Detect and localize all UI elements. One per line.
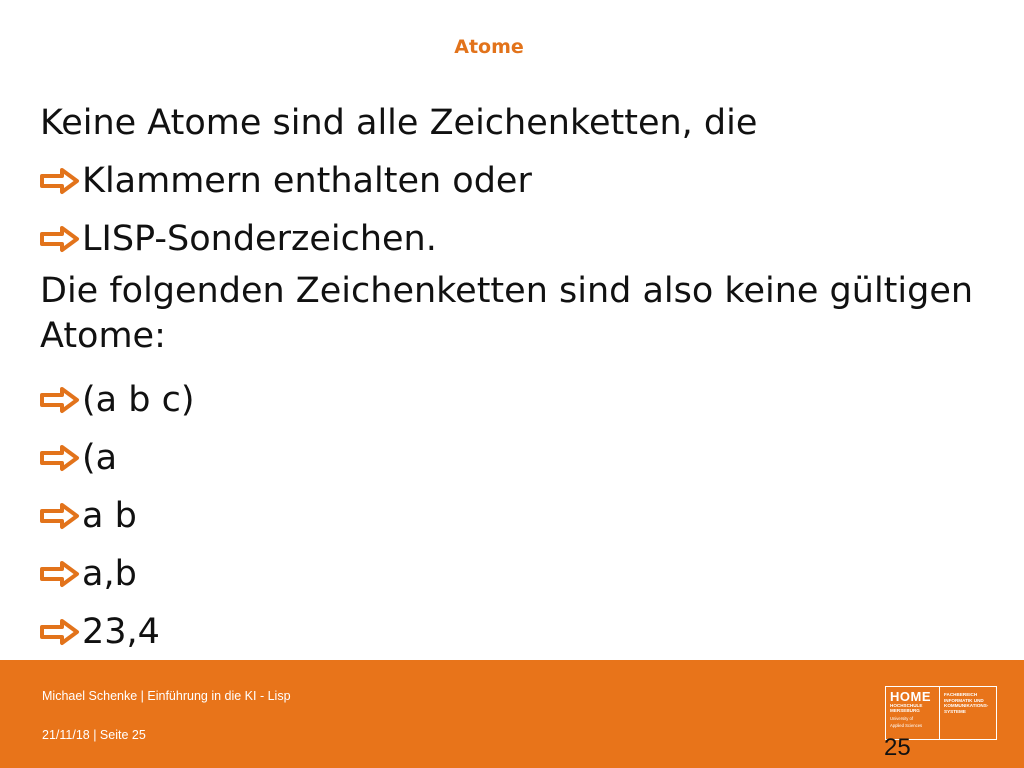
logo-department-block bbox=[940, 687, 996, 739]
bullet-text: (a bbox=[82, 438, 118, 478]
footer-bar bbox=[0, 660, 1024, 768]
bullet-item bbox=[40, 487, 980, 545]
logo-dept-line: FACHBEREICH bbox=[944, 692, 978, 697]
bullet-item bbox=[40, 429, 980, 487]
university-logo bbox=[885, 686, 997, 740]
arrow-right-icon bbox=[40, 618, 80, 646]
arrow-right-icon bbox=[40, 225, 80, 253]
logo-dept-line: KOMMUNIKATIONS- bbox=[944, 703, 989, 709]
arrow-right-icon bbox=[40, 560, 80, 588]
footer-date-page: 21/11/18 | Seite 25 bbox=[42, 728, 146, 742]
content-line-2: Die folgenden Zeichenketten sind also keine gültigen Atome: bbox=[40, 271, 974, 356]
logo-school-line: HOCHSCHULE bbox=[890, 703, 923, 708]
bullet-text: (a b c) bbox=[82, 380, 195, 420]
arrow-right-icon bbox=[40, 386, 80, 414]
bullet-text: 23,4 bbox=[82, 612, 160, 652]
slide-title: Atome bbox=[454, 36, 524, 58]
bullet-item bbox=[40, 371, 980, 429]
bullet-text: LISP-Sonderzeichen. bbox=[82, 219, 437, 259]
logo-tagline: University of bbox=[890, 715, 914, 721]
bullet-text: Klammern enthalten oder bbox=[82, 161, 532, 201]
bullet-item bbox=[40, 152, 980, 210]
bullet-item bbox=[40, 545, 980, 603]
arrow-right-icon bbox=[40, 167, 80, 195]
bullet-item bbox=[40, 603, 980, 661]
logo-school-line: MERSEBURG bbox=[890, 708, 920, 714]
logo-brand: HOME bbox=[890, 689, 931, 704]
arrow-right-icon bbox=[40, 444, 80, 472]
bullet-text: a b bbox=[82, 496, 137, 536]
arrow-right-icon bbox=[40, 502, 80, 530]
bullet-text: a,b bbox=[82, 554, 137, 594]
content-line-1: Keine Atome sind alle Zeichenketten, die bbox=[40, 103, 758, 143]
slide-content bbox=[40, 94, 980, 661]
bullet-item bbox=[40, 210, 980, 268]
footer-author-course: Michael Schenke | Einführung in die KI - Lisp bbox=[42, 689, 291, 703]
logo-tagline: Applied Sciences bbox=[890, 722, 923, 728]
logo-dept-line: INFORMATIK UND bbox=[944, 697, 984, 703]
page-number: 25 bbox=[884, 734, 911, 761]
logo-dept-line: SYSTEME bbox=[944, 708, 966, 714]
logo-school-block bbox=[886, 687, 940, 739]
